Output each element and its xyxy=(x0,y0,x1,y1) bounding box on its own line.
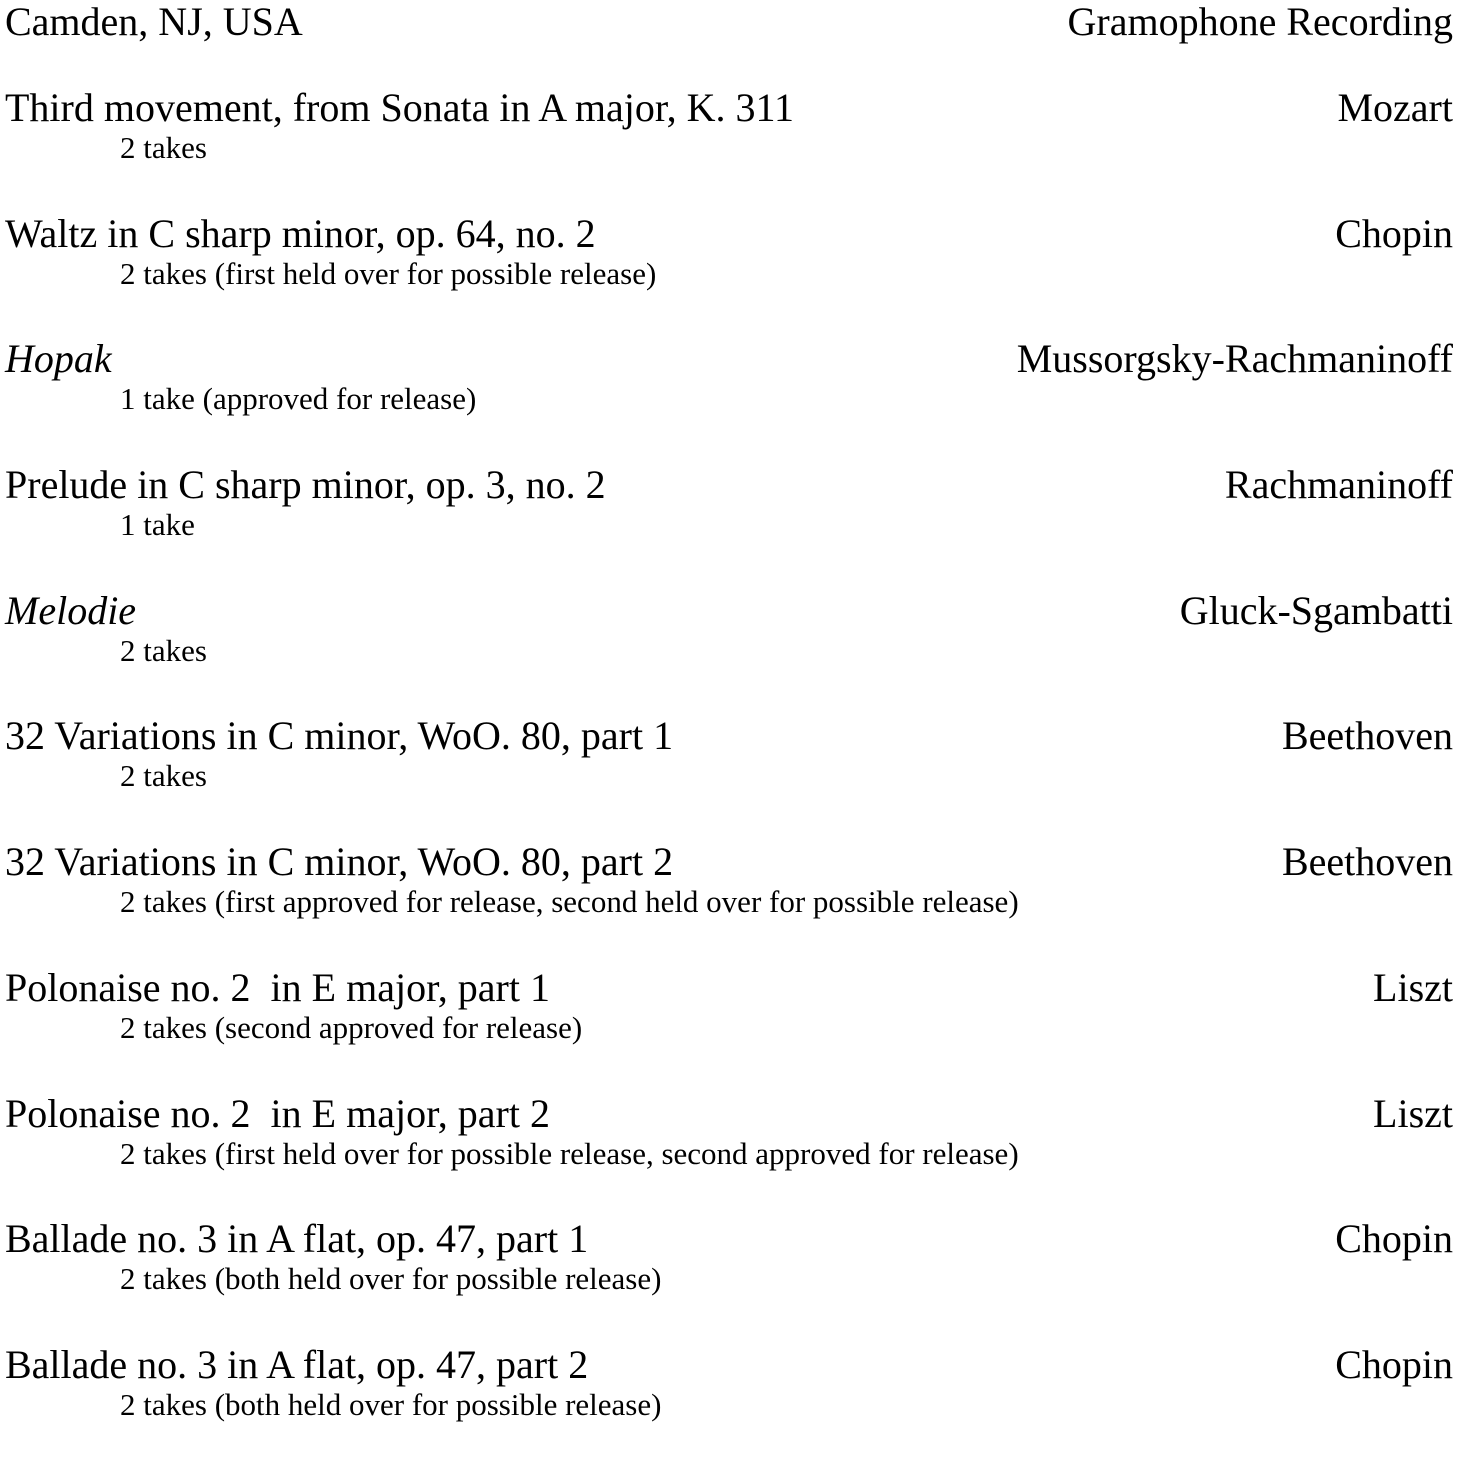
recording-entry xyxy=(5,337,1453,463)
recording-entry xyxy=(5,86,1453,212)
page-header xyxy=(5,0,1453,44)
takes-note: 2 takes (both held over for possible release) xyxy=(120,1261,662,1297)
work-title: Polonaise no. 2 in E major, part 2 xyxy=(5,1090,550,1136)
takes-note: 2 takes xyxy=(120,130,207,165)
work-title: Waltz in C sharp minor, op. 64, no. 2 xyxy=(5,210,596,256)
composer-name: Beethoven xyxy=(1281,839,1453,885)
composer-name: Liszt xyxy=(1373,964,1453,1010)
work-title: 32 Variations in C minor, WoO. 80, part 2 xyxy=(5,839,674,885)
recording-type-label: Gramophone Recording xyxy=(1067,0,1453,44)
composer-name: Beethoven xyxy=(1281,713,1453,759)
takes-note: 1 take (approved for release) xyxy=(120,381,477,417)
recording-entry xyxy=(5,1092,1453,1218)
takes-note: 2 takes xyxy=(120,758,207,794)
recording-entry xyxy=(5,212,1453,338)
composer-name: Gluck-Sgambatti xyxy=(1179,587,1453,633)
composer-name: Liszt xyxy=(1373,1090,1453,1136)
recording-entry xyxy=(5,589,1453,715)
recording-location: Camden, NJ, USA xyxy=(5,0,303,44)
takes-note: 2 takes (first approved for release, second held over for possible release) xyxy=(120,884,1019,920)
work-title: Prelude in C sharp minor, op. 3, no. 2 xyxy=(5,462,606,508)
takes-note: 2 takes (second approved for release) xyxy=(120,1009,583,1045)
composer-name: Mozart xyxy=(1337,85,1453,130)
recording-entry xyxy=(5,966,1453,1092)
work-title: Ballade no. 3 in A flat, op. 47, part 2 xyxy=(5,1341,589,1387)
takes-note: 2 takes (both held over for possible release) xyxy=(120,1386,662,1422)
work-title: Hopak xyxy=(5,336,112,382)
work-title: Polonaise no. 2 in E major, part 1 xyxy=(5,964,550,1010)
recording-list xyxy=(5,86,1453,1469)
composer-name: Chopin xyxy=(1335,1216,1453,1262)
recording-entry xyxy=(5,1343,1453,1469)
composer-name: Rachmaninoff xyxy=(1224,462,1453,508)
takes-note: 2 takes (first held over for possible release, second approved for release) xyxy=(120,1135,1019,1171)
composer-name: Chopin xyxy=(1335,210,1453,256)
recording-entry xyxy=(5,463,1453,589)
work-title: Ballade no. 3 in A flat, op. 47, part 1 xyxy=(5,1216,589,1262)
work-title: 32 Variations in C minor, WoO. 80, part 1 xyxy=(5,713,674,759)
takes-note: 1 take xyxy=(120,507,195,543)
recording-entry xyxy=(5,1217,1453,1343)
composer-name: Mussorgsky-Rachmaninoff xyxy=(1016,336,1453,382)
composer-name: Chopin xyxy=(1335,1341,1453,1387)
recording-entry xyxy=(5,840,1453,966)
recording-entry xyxy=(5,714,1453,840)
takes-note: 2 takes xyxy=(120,632,207,668)
takes-note: 2 takes (first held over for possible release) xyxy=(120,255,657,291)
work-title: Third movement, from Sonata in A major, K. 311 xyxy=(5,85,795,130)
work-title: Melodie xyxy=(5,587,137,633)
